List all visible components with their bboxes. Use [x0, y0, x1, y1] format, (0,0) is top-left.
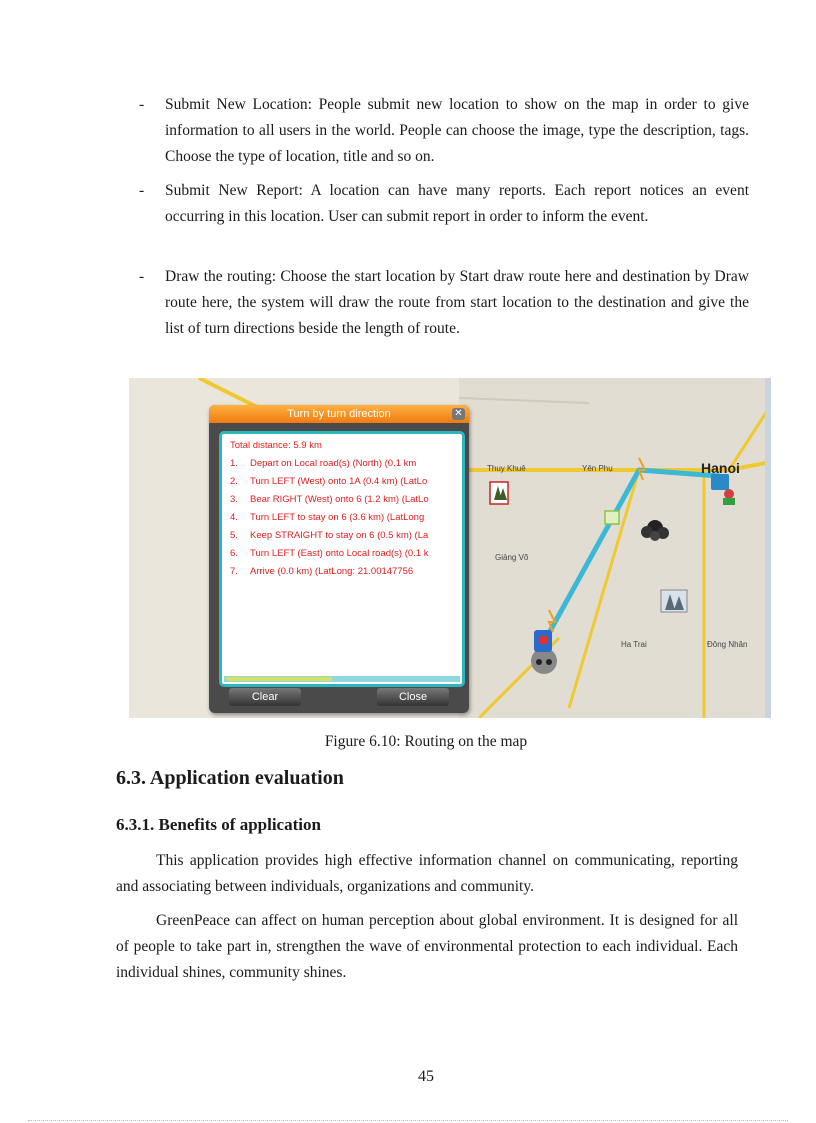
- bullet-submit-report: [139, 178, 749, 230]
- step-text: Turn LEFT (West) onto 1A (0.4 km) (LatLo: [250, 476, 428, 487]
- subsection-heading: 6.3.1. Benefits of application: [116, 815, 321, 834]
- step-number: 3.: [230, 494, 238, 505]
- total-distance: Total distance: 5.9 km: [230, 440, 322, 451]
- step-number: 6.: [230, 548, 238, 559]
- direction-step: [230, 476, 427, 487]
- close-button[interactable]: Close: [377, 688, 449, 706]
- map-marker: [605, 511, 619, 524]
- direction-step: [230, 566, 413, 577]
- direction-step: [230, 494, 429, 505]
- bullet-text: Draw the routing: Choose the start location by Start draw route here and destination by Draw route here, the system will draw the route from start location to the destination and give the list of turn directions beside the length of route.: [165, 268, 749, 337]
- dialog-title: Turn by turn direction: [209, 405, 469, 423]
- direction-step: [230, 512, 424, 523]
- bullet-dash: -: [139, 268, 145, 285]
- trees-icon: [661, 590, 687, 612]
- step-text: Keep STRAIGHT to stay on 6 (0.5 km) (La: [250, 530, 429, 541]
- forest-icon: [490, 482, 508, 504]
- map-label: Ha Trai: [621, 640, 647, 649]
- direction-step: [230, 548, 428, 559]
- map-label: Giảng Võ: [495, 553, 529, 562]
- step-number: 2.: [230, 476, 238, 487]
- step-number: 5.: [230, 530, 238, 541]
- directions-list: [219, 431, 465, 687]
- paragraph: This application provides high effective information channel on communicating, reporting and associating between individuals, organizations and community.: [116, 852, 738, 895]
- map-label: Yên Phụ: [582, 464, 613, 473]
- horizontal-scrollbar[interactable]: [224, 676, 460, 682]
- scrollbar-thumb[interactable]: [226, 677, 332, 681]
- step-number: 4.: [230, 512, 238, 523]
- map-label: Hanoi: [701, 460, 740, 476]
- step-number: 7.: [230, 566, 238, 577]
- paragraph: GreenPeace can affect on human perception about global environment. It is designed for all of people to take part in, strengthen the wave of environmental protection to each individual. Each individual shines, community shines.: [116, 912, 738, 981]
- step-text: Bear RIGHT (West) onto 6 (1.2 km) (LatLo: [250, 494, 429, 505]
- turn-by-turn-dialog: [209, 405, 469, 713]
- step-number: 1.: [230, 458, 238, 469]
- map-scrollbar[interactable]: [765, 378, 771, 718]
- figure-caption: Figure 6.10: Routing on the map: [324, 733, 528, 750]
- step-text: Turn LEFT to stay on 6 (3.6 km) (LatLong: [250, 512, 425, 523]
- page-number: 45: [418, 1068, 434, 1085]
- section-heading: 6.3. Application evaluation: [116, 767, 344, 789]
- footer-divider: [28, 1120, 788, 1121]
- close-icon[interactable]: ✕: [452, 408, 465, 420]
- direction-step: [230, 530, 428, 541]
- bullet-submit-location: [139, 92, 749, 170]
- direction-step: [230, 458, 416, 469]
- step-text: Turn LEFT (East) onto Local road(s) (0.1 k: [250, 548, 429, 559]
- bullet-dash: -: [139, 182, 145, 199]
- routing-map-figure: [129, 378, 771, 718]
- step-text: Arrive (0.0 km) (LatLong: 21.00147756: [250, 566, 414, 577]
- bullet-draw-routing: [139, 264, 749, 342]
- step-text: Depart on Local road(s) (North) (0.1 km: [250, 458, 417, 469]
- bullet-text: Submit New Report: A location can have many reports. Each report notices an event occurring in this location. User can submit report in order to inform the event.: [165, 182, 749, 225]
- map-label: Đông Nhân: [707, 640, 748, 649]
- bullet-dash: -: [139, 96, 145, 113]
- clear-button[interactable]: Clear: [229, 688, 301, 706]
- map-label: Thuy Khuê: [487, 464, 526, 473]
- bullet-text: Submit New Location: People submit new location to show on the map in order to give information to all users in the world. People can choose the image, type the description, tags. Choose the type of location, title and so on.: [165, 96, 749, 165]
